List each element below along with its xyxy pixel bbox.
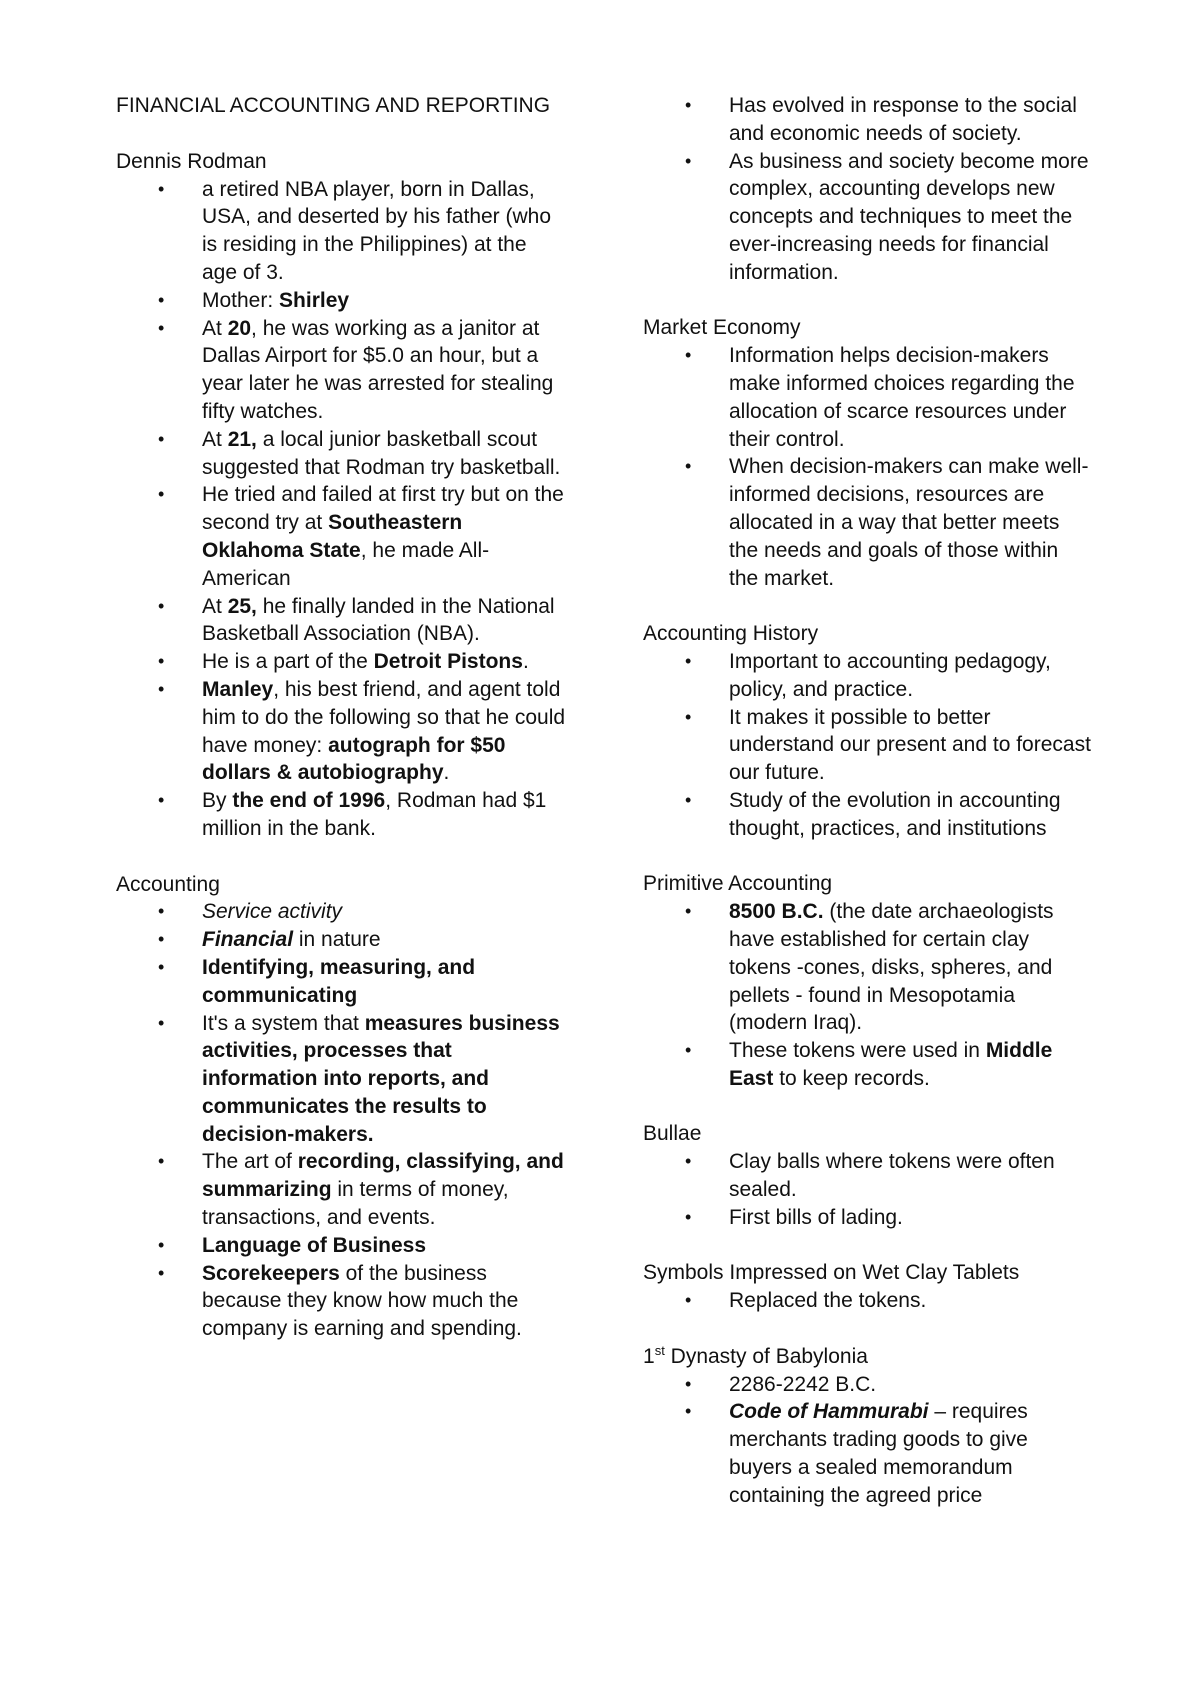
- bullet-icon: •: [158, 289, 165, 310]
- bullet-list: [116, 898, 566, 1343]
- bullet-icon: •: [685, 1290, 692, 1311]
- list-item: • When decision-makers can make well-informed decisions, resources are allocated in a way that better meets the needs and goals of those within the market.: [685, 455, 1089, 590]
- bullet-icon: •: [685, 706, 692, 727]
- bullet-icon: •: [158, 317, 165, 338]
- section: [116, 871, 566, 1344]
- section: [643, 620, 1093, 842]
- list-item: • As business and society become more complex, accounting develops new concepts and techniques to meet the ever-increasing needs for financial information.: [685, 149, 1089, 284]
- list-item: • Language of Business: [116, 1232, 566, 1260]
- list-item: • Has evolved in response to the social and economic needs of society.: [685, 94, 1077, 145]
- bullet-icon: •: [158, 956, 165, 977]
- bullet-icon: •: [158, 790, 165, 811]
- bullet-list: [643, 1371, 1093, 1510]
- bullet-icon: •: [158, 428, 165, 449]
- bullet-icon: •: [158, 678, 165, 699]
- section-heading: Symbols Impressed on Wet Clay Tablets: [643, 1261, 1020, 1285]
- section: [643, 314, 1093, 592]
- bullet-icon: •: [685, 789, 692, 810]
- section-heading: Bullae: [643, 1122, 702, 1146]
- list-item: • Important to accounting pedagogy, policy, and practice.: [685, 649, 1051, 701]
- bullet-icon: •: [158, 1262, 165, 1283]
- list-item: • He is a part of the Detroit Pistons.: [116, 648, 566, 676]
- bullet-icon: •: [685, 1206, 692, 1227]
- bullet-list: [643, 1148, 1093, 1231]
- list-item: • Study of the evolution in accounting thought, practices, and institutions: [685, 788, 1061, 840]
- bullet-icon: •: [158, 901, 165, 922]
- section-heading: Accounting History: [643, 622, 819, 646]
- list-item: • Information helps decision-makers make informed choices regarding the allocation of scarce resources under their control.: [685, 344, 1075, 451]
- bullet-list: [116, 176, 566, 843]
- bullet-icon: •: [685, 1040, 692, 1061]
- bullet-icon: •: [685, 150, 692, 171]
- bullet-icon: •: [158, 595, 165, 616]
- list-item: • Financial in nature: [116, 926, 566, 954]
- bullet-icon: •: [685, 1401, 692, 1422]
- section-heading: Accounting: [116, 872, 220, 896]
- bullet-icon: •: [685, 901, 692, 922]
- list-item: • At 25, he finally landed in the National Basketball Association (NBA).: [158, 594, 555, 646]
- list-item: • Replaced the tokens.: [643, 1287, 1093, 1315]
- section-heading: Market Economy: [643, 316, 801, 340]
- list-item: • Manley, his best friend, and agent told him to do the following so that he could have money: autograph for $50 dollars & autobiography.: [158, 677, 566, 785]
- bullet-icon: •: [685, 1373, 692, 1394]
- list-item: • Mother: Shirley: [116, 287, 566, 315]
- bullet-icon: •: [158, 1012, 165, 1033]
- list-item: • The art of recording, classifying, and summarizing in terms of money, transactions, and events.: [158, 1150, 564, 1230]
- bullet-icon: •: [158, 484, 165, 505]
- section: [643, 1343, 1093, 1510]
- bullet-list: [643, 1287, 1093, 1315]
- bullet-icon: •: [685, 650, 692, 671]
- list-item: • First bills of lading.: [643, 1204, 1093, 1232]
- list-item: • It's a system that measures business activities, processes that information into reports, and communicates the results to decision-makers.: [158, 1011, 560, 1146]
- bullet-icon: •: [685, 456, 692, 477]
- list-item: • Clay balls where tokens were often sealed.: [685, 1150, 1055, 1202]
- bullet-icon: •: [685, 1151, 692, 1172]
- list-item: • Code of Hammurabi – requires merchants trading goods to give buyers a sealed memorandum containing the agreed price: [685, 1400, 1028, 1507]
- list-item: • At 21, a local junior basketball scout suggested that Rodman try basketball.: [158, 427, 561, 479]
- bullet-list: [643, 92, 1093, 287]
- list-item: • He tried and failed at first try but on the second try at Southeastern Oklahoma State, he made All-American: [158, 483, 564, 590]
- section-heading: Primitive Accounting: [643, 872, 833, 896]
- section: [643, 1120, 1093, 1231]
- bullet-icon: •: [158, 178, 165, 199]
- list-item: • Scorekeepers of the business because they know how much the company is earning and spending.: [158, 1261, 522, 1341]
- bullet-icon: •: [158, 651, 165, 672]
- left-column: [116, 92, 566, 1371]
- bullet-icon: •: [158, 929, 165, 950]
- bullet-list: [643, 342, 1093, 592]
- list-item: • a retired NBA player, born in Dallas, USA, and deserted by his father (who is residing in the Philippines) at the age of 3.: [158, 177, 552, 284]
- section-heading: Dennis Rodman: [116, 149, 267, 173]
- bullet-list: [643, 898, 1093, 1093]
- list-item: • It makes it possible to better understand our present and to forecast our future.: [685, 705, 1091, 785]
- section: [643, 870, 1093, 1092]
- list-item: • These tokens were used in Middle East to keep records.: [685, 1039, 1053, 1090]
- document-title: FINANCIAL ACCOUNTING AND REPORTING: [116, 94, 551, 117]
- section-heading: 1st Dynasty of Babylonia: [643, 1342, 868, 1368]
- right-column: [643, 92, 1093, 1537]
- bullet-list: [643, 648, 1093, 843]
- section: [116, 148, 566, 843]
- bullet-icon: •: [158, 1151, 165, 1172]
- bullet-icon: •: [158, 1234, 165, 1255]
- list-item: • Identifying, measuring, and communicating: [158, 955, 476, 1007]
- list-item: • By the end of 1996, Rodman had $1 million in the bank.: [158, 789, 547, 840]
- list-item: • At 20, he was working as a janitor at Dallas Airport for $5.0 an hour, but a year later he was arrested for stealing fifty watches.: [158, 316, 554, 423]
- section: [643, 92, 1093, 287]
- bullet-icon: •: [685, 345, 692, 366]
- bullet-icon: •: [685, 95, 692, 115]
- list-item: • 8500 B.C. (the date archaeologists have established for certain clay tokens -cones, disks, spheres, and pellets - found in Mesopotamia (modern Iraq).: [685, 900, 1054, 1035]
- section: [643, 1259, 1093, 1315]
- list-item: • 2286-2242 B.C.: [643, 1371, 1093, 1399]
- list-item: • Service activity: [116, 898, 566, 926]
